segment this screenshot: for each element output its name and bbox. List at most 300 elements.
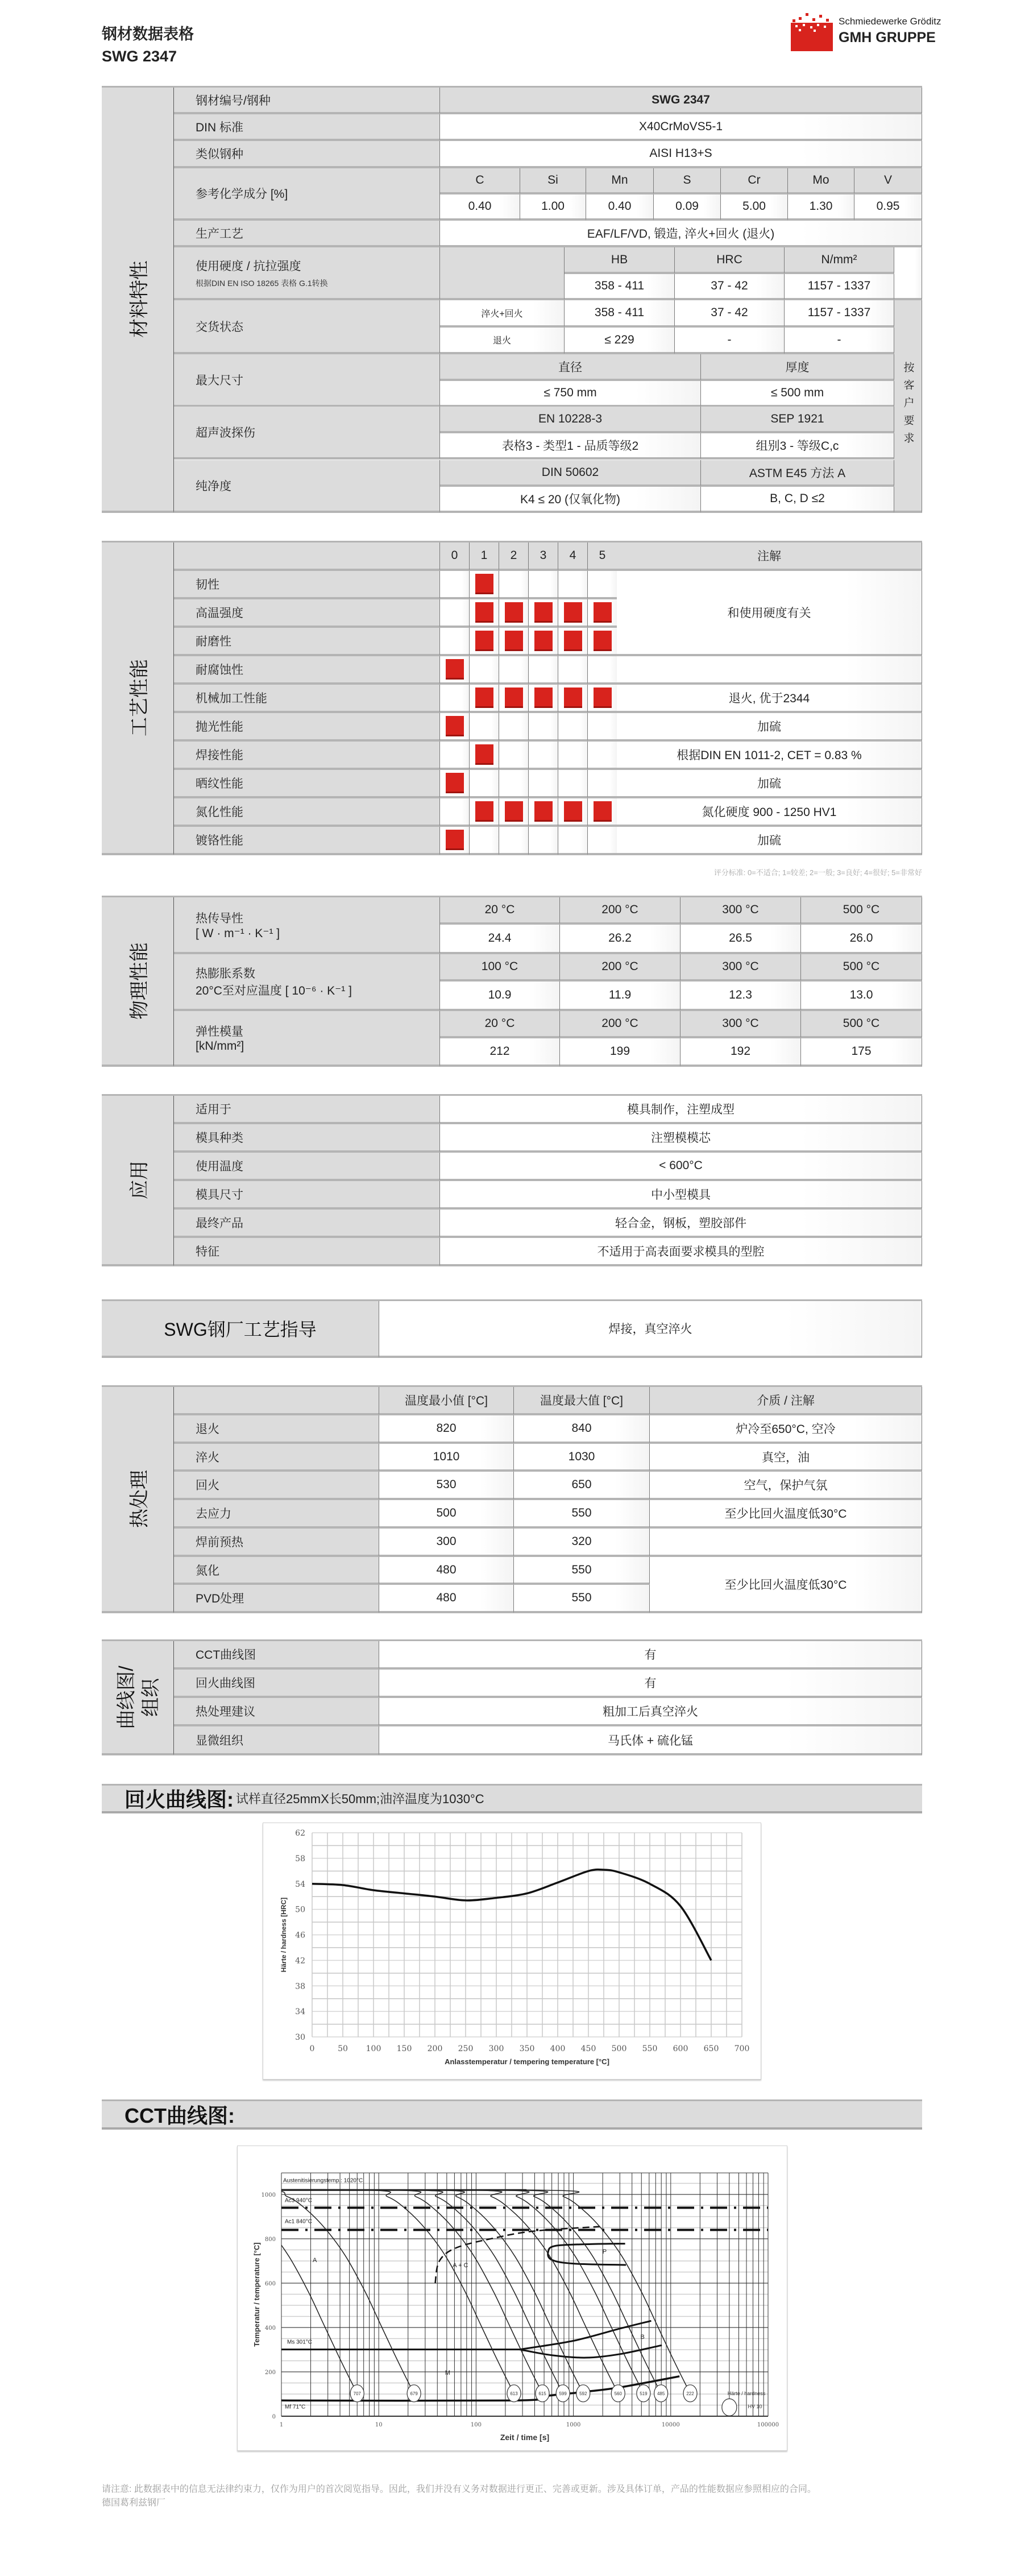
y-tick-label: 0	[272, 2414, 276, 2420]
curves-value	[379, 1698, 922, 1726]
y-axis-label: Härte / hardness [HRC]	[280, 1897, 288, 1973]
application-name-text: 特征	[196, 1245, 219, 1258]
heat-process-name	[174, 1585, 379, 1613]
grade-value	[440, 88, 922, 114]
application-name	[174, 1181, 440, 1210]
rating-cell	[529, 770, 558, 798]
rating-cell	[588, 770, 617, 798]
y-tick-label: 400	[264, 2325, 276, 2331]
property-note-text: 氮化硬度 900 - 1250 HV1	[702, 806, 837, 819]
heat-min	[379, 1500, 514, 1529]
physical-value-text: 26.2	[608, 931, 632, 945]
rating-cell	[558, 827, 588, 855]
x-tick-label: 650	[703, 2044, 719, 2053]
heat-min-text: 480	[436, 1591, 457, 1604]
physical-property-name	[174, 954, 440, 1011]
x-tick-label: 10	[375, 2422, 383, 2428]
section-label-heat	[102, 1387, 174, 1613]
heat-max	[514, 1500, 650, 1529]
rating-header-text: 4	[569, 549, 576, 562]
heat-min	[379, 1444, 514, 1472]
x-tick-label: 200	[427, 2044, 443, 2053]
heat-max-text: 840	[571, 1422, 592, 1435]
rating-cell	[529, 599, 558, 628]
hardness-circle-label: 599	[559, 2391, 567, 2396]
heat-process-name-text: 回火	[196, 1479, 219, 1492]
heat-note	[650, 1415, 922, 1444]
rating-cell	[499, 713, 529, 742]
chem-value	[854, 194, 922, 221]
rating-cell	[470, 571, 499, 599]
chem-value-text: 0.40	[608, 200, 632, 213]
heat-min	[379, 1585, 514, 1613]
physical-value	[560, 981, 681, 1011]
delivery-value-text: 37 - 42	[711, 306, 748, 319]
heat-min	[379, 1529, 514, 1557]
rating-mark	[594, 602, 612, 623]
physical-temp-header	[440, 1011, 560, 1038]
rating-cell	[470, 656, 499, 685]
x-tick-label: 450	[580, 2044, 596, 2053]
application-name	[174, 1124, 440, 1153]
rating-cell	[470, 770, 499, 798]
rating-cell	[558, 713, 588, 742]
heat-header-text: 温度最小值 [°C]	[404, 1394, 488, 1407]
heat-header	[379, 1387, 514, 1415]
heat-max-text: 320	[571, 1535, 592, 1548]
process-label	[174, 221, 440, 247]
heat-max	[514, 1444, 650, 1472]
property-name	[174, 599, 440, 628]
application-value	[440, 1210, 922, 1238]
note-header	[617, 542, 922, 571]
heat-note-text: 炉冷至650°C, 空冷	[736, 1423, 836, 1436]
physical-value-text: 10.9	[488, 988, 512, 1001]
y-tick-label: 54	[295, 1879, 305, 1889]
physical-temp-header-text: 20 °C	[484, 1017, 515, 1030]
property-note	[617, 770, 922, 798]
chem-value-text: 1.30	[809, 200, 833, 213]
physical-value-text: 212	[489, 1045, 510, 1058]
heat-min-text: 820	[436, 1422, 457, 1435]
heat-min	[379, 1557, 514, 1585]
physical-value	[681, 981, 801, 1011]
rating-mark	[534, 631, 553, 651]
heat-process-name-text: 焊前预热	[196, 1536, 243, 1549]
x-tick-label: 300	[488, 2044, 504, 2053]
heat-max	[514, 1529, 650, 1557]
ut-header	[701, 407, 894, 433]
chem-element-header	[788, 168, 854, 194]
delivery-value	[565, 300, 675, 328]
physical-temp-header-text: 100 °C	[481, 960, 518, 973]
y-tick-label: 1000	[261, 2192, 276, 2198]
application-value	[440, 1096, 922, 1124]
curves-name-text: 显微组织	[196, 1734, 243, 1747]
rating-mark	[534, 602, 553, 623]
section-label-physical-text: 物理性能	[128, 942, 151, 1020]
physical-temp-header-text: 500 °C	[843, 960, 880, 973]
rating-cell	[499, 827, 529, 855]
property-note-text: 加硫	[757, 834, 781, 847]
rating-cell	[499, 685, 529, 713]
application-name	[174, 1210, 440, 1238]
delivery-value	[785, 300, 894, 328]
heat-min	[379, 1472, 514, 1500]
x-tick-label: 400	[550, 2044, 566, 2053]
rating-mark	[534, 688, 553, 708]
rating-cell	[499, 770, 529, 798]
din-label	[174, 114, 440, 141]
delivery-state-text: 退火	[492, 336, 511, 346]
curves-value	[379, 1726, 922, 1755]
rating-cell	[440, 685, 470, 713]
rating-cell	[470, 599, 499, 628]
property-name-text: 耐磨性	[196, 635, 231, 648]
heat-note-text: 空气，保护气氛	[744, 1479, 828, 1492]
ut-header-text: SEP 1921	[770, 412, 824, 425]
y-tick-label: 58	[295, 1854, 305, 1863]
chem-value	[788, 194, 854, 221]
rating-mark	[564, 688, 582, 708]
heat-header	[650, 1387, 922, 1415]
physical-property-name-text: 热膨胀系数	[196, 967, 255, 980]
heat-process-name-text: 去应力	[196, 1508, 231, 1521]
rating-cell	[440, 798, 470, 827]
carbide-line	[435, 2227, 599, 2283]
physical-temp-header-text: 500 °C	[843, 903, 880, 916]
rating-cell	[529, 798, 558, 827]
clean-value	[701, 487, 894, 513]
chem-element-header	[721, 168, 788, 194]
hardness-value	[785, 274, 894, 300]
x-tick-label: 100	[366, 2044, 381, 2053]
heat-header-text: 温度最大值 [°C]	[540, 1394, 624, 1407]
x-tick-label: 1000	[566, 2422, 581, 2428]
physical-value	[801, 1038, 922, 1067]
hardness-header	[565, 247, 675, 274]
section-label-processing	[102, 542, 174, 855]
rating-cell	[529, 628, 558, 656]
ac3-label: Ac3 940°C	[285, 2197, 312, 2204]
rating-mark	[505, 688, 523, 708]
x-axis-label: Anlasstemperatur / tempering temperature [°C]	[445, 2057, 609, 2066]
process-value	[440, 221, 922, 247]
chem-value-text: 5.00	[742, 200, 766, 213]
legend-title: Härte / hardness	[727, 2390, 766, 2396]
physical-property-name	[174, 897, 440, 954]
chem-value	[520, 194, 586, 221]
heat-process-name	[174, 1529, 379, 1557]
processing-header-blank	[174, 542, 440, 571]
rating-legend: 评分标准: 0=不适合; 1=较差; 2=一般; 3=良好; 4=很好; 5=非常好	[713, 868, 922, 877]
physical-temp-header-text: 300 °C	[722, 960, 759, 973]
heat-max	[514, 1472, 650, 1500]
property-note	[617, 798, 922, 827]
physical-value-text: 192	[730, 1045, 751, 1058]
application-name	[174, 1096, 440, 1124]
heat-header-text: 介质 / 注解	[757, 1394, 815, 1407]
delivery-value	[675, 328, 785, 354]
rating-header-text: 2	[510, 549, 517, 562]
physical-property-name-text: 热传导性	[196, 912, 243, 925]
document-title: 钢材数据表格	[102, 26, 194, 43]
cct-title-bar-text: CCT曲线图:	[125, 2103, 235, 2127]
physical-temp-header	[560, 1011, 681, 1038]
application-value-text: 注塑模模芯	[651, 1132, 711, 1145]
heat-min-text: 500	[436, 1506, 457, 1519]
application-value-text: 不适用于高表面要求模具的型腔	[597, 1245, 765, 1258]
property-name	[174, 571, 440, 599]
chem-element-header-text: Mn	[611, 173, 628, 187]
rating-cell	[558, 685, 588, 713]
physical-temp-header-text: 200 °C	[601, 1017, 638, 1030]
physical-value-text: 199	[609, 1045, 630, 1058]
tempering-title-bar-text: 回火曲线图:	[125, 1788, 234, 1811]
rating-cell	[558, 798, 588, 827]
phase-label: P	[602, 2248, 607, 2256]
rating-header	[588, 542, 617, 571]
ut-label-text: 超声波探伤	[196, 426, 255, 440]
chem-value	[586, 194, 654, 221]
property-name-text: 机械加工性能	[196, 692, 267, 705]
heat-header-blank	[174, 1387, 379, 1415]
curves-value	[379, 1670, 922, 1698]
ut-header	[440, 407, 701, 433]
note-header-text: 注解	[757, 550, 781, 563]
hardness-circle-label: 485	[657, 2391, 665, 2396]
y-tick-label: 200	[264, 2370, 276, 2376]
rating-cell	[558, 656, 588, 685]
physical-value-text: 26.0	[849, 931, 873, 945]
section-label-heat-text: 热处理	[128, 1470, 151, 1528]
rating-cell	[588, 827, 617, 855]
guide-title	[102, 1301, 379, 1358]
rating-cell	[499, 599, 529, 628]
heat-min	[379, 1415, 514, 1444]
curves-value-text: 马氏体 + 硫化锰	[608, 1734, 693, 1747]
rating-cell	[440, 770, 470, 798]
rating-header-text: 5	[599, 549, 606, 562]
ut-label	[174, 407, 440, 459]
curves-name	[174, 1670, 379, 1698]
cct-title-bar	[102, 2099, 922, 2130]
hardness-value-text: 37 - 42	[711, 279, 748, 292]
physical-temp-header	[560, 897, 681, 925]
clean-header	[440, 460, 701, 487]
hardness-spacer	[894, 247, 922, 300]
tempering-title-bar	[102, 1784, 922, 1813]
chem-element-header	[520, 168, 586, 194]
y-axis-label: Temperatur / temperature [°C]	[252, 2242, 261, 2347]
rating-cell	[499, 798, 529, 827]
rating-cell	[588, 571, 617, 599]
din-value	[440, 114, 922, 141]
ac1-label: Ac1 840°C	[285, 2218, 312, 2225]
chem-label	[174, 168, 440, 221]
application-value-text: 中小型模具	[651, 1188, 711, 1202]
legend-unit: HV 10	[748, 2403, 762, 2409]
x-tick-label: 1	[279, 2422, 284, 2428]
size-value-text: ≤ 500 mm	[770, 386, 824, 399]
rating-mark	[534, 801, 553, 822]
heat-note-text: 至少比回火温度低30°C	[724, 1578, 847, 1592]
physical-value	[681, 1038, 801, 1067]
rating-mark	[446, 830, 464, 850]
rating-cell	[470, 713, 499, 742]
physical-value	[801, 981, 922, 1011]
property-name-text: 氮化性能	[196, 806, 243, 819]
company-logo	[787, 11, 981, 54]
din-label-text: DIN 标准	[196, 121, 243, 134]
heat-note	[650, 1472, 922, 1500]
clean-value-text: B, C, D ≤2	[770, 492, 825, 505]
y-tick-label: 62	[295, 1829, 305, 1838]
heat-min-text: 300	[436, 1535, 457, 1548]
physical-value	[560, 925, 681, 954]
cooling-curve	[238, 2189, 414, 2393]
heat-note	[650, 1529, 922, 1557]
application-value	[440, 1181, 922, 1210]
heat-min-text: 1010	[433, 1449, 460, 1463]
chem-element-header-text: Mo	[812, 173, 829, 187]
phase-label: A + C	[453, 2262, 468, 2269]
section-label-physical	[102, 897, 174, 1067]
hardness-label-text: 使用硬度 / 抗拉强度	[196, 259, 301, 273]
hardness-value-text: 1157 - 1337	[807, 279, 871, 292]
rating-cell	[529, 742, 558, 770]
phase-label: B	[640, 2333, 645, 2341]
rating-cell	[470, 628, 499, 656]
rating-mark	[475, 744, 493, 765]
physical-property-name	[174, 1011, 440, 1067]
rating-cell	[588, 656, 617, 685]
physical-temp-header-text: 200 °C	[601, 903, 638, 916]
logo-line2: GMH GRUPPE	[839, 30, 936, 45]
hardness-header	[785, 247, 894, 274]
ut-value	[440, 433, 701, 459]
guide-value-text: 焊接，真空淬火	[608, 1323, 692, 1336]
legend-circle	[722, 2399, 737, 2416]
rating-header-text: 0	[451, 549, 458, 562]
delivery-value	[675, 300, 785, 328]
grade-value-text: SWG 2347	[652, 93, 710, 106]
delivery-value-text: -	[837, 333, 841, 346]
section-label-material	[102, 88, 174, 513]
physical-temp-header	[801, 1011, 922, 1038]
rating-header	[558, 542, 588, 571]
curves-name	[174, 1698, 379, 1726]
rating-header	[440, 542, 470, 571]
rating-cell	[558, 770, 588, 798]
ut-value-text: 组别3 - 等级C,c	[756, 440, 839, 453]
rating-cell	[499, 571, 529, 599]
x-tick-label: 700	[734, 2044, 750, 2053]
curves-name	[174, 1641, 379, 1670]
rating-mark	[505, 801, 523, 822]
rating-header	[499, 542, 529, 571]
delivery-label	[174, 300, 440, 354]
chem-value-text: 0.95	[876, 200, 900, 213]
delivery-state	[440, 328, 565, 354]
application-name-text: 最终产品	[196, 1217, 243, 1230]
heat-process-name	[174, 1415, 379, 1444]
chem-value	[440, 194, 520, 221]
curves-name	[174, 1726, 379, 1755]
application-name-text: 模具种类	[196, 1132, 243, 1145]
property-note	[617, 713, 922, 742]
delivery-label-text: 交货状态	[196, 320, 243, 334]
hardness-label	[174, 247, 440, 300]
customer-note	[894, 300, 922, 513]
application-value	[440, 1124, 922, 1153]
rating-cell	[529, 571, 558, 599]
heat-note-text: 至少比回火温度低30°C	[724, 1508, 847, 1521]
tempering-chart	[263, 1823, 761, 2080]
rating-header-text: 1	[480, 549, 488, 562]
property-name-text: 韧性	[196, 578, 219, 591]
heat-note	[650, 1500, 922, 1529]
size-header-text: 厚度	[785, 361, 810, 374]
physical-temp-header-text: 200 °C	[601, 960, 638, 973]
rating-cell	[529, 713, 558, 742]
delivery-state-text: 淬火+回火	[481, 309, 523, 319]
property-name-text: 高温强度	[196, 607, 243, 620]
heat-min-text: 480	[436, 1563, 457, 1576]
clean-label	[174, 460, 440, 513]
rating-mark	[594, 688, 612, 708]
disclaimer-line2: 德国葛利兹钢厂	[102, 2498, 166, 2508]
curves-name-text: 热处理建议	[196, 1705, 255, 1718]
rating-cell	[470, 827, 499, 855]
rating-mark	[446, 773, 464, 793]
delivery-state	[440, 300, 565, 328]
rating-mark	[475, 801, 493, 822]
chem-value-text: 0.09	[675, 200, 699, 213]
rating-header	[529, 542, 558, 571]
curves-value-text: 粗加工后真空淬火	[603, 1705, 698, 1718]
clean-header	[701, 460, 894, 487]
property-note-text: 和使用硬度有关	[727, 607, 811, 620]
curves-value-text: 有	[644, 1677, 657, 1690]
ms-label: Ms 301°C	[287, 2339, 313, 2346]
hardness-header-text: HB	[611, 252, 628, 266]
hardness-value	[565, 274, 675, 300]
rating-cell	[440, 571, 470, 599]
physical-value-text: 24.4	[488, 931, 512, 945]
rating-mark	[564, 631, 582, 651]
heat-max-text: 550	[571, 1591, 592, 1604]
delivery-value-text: -	[727, 333, 732, 346]
size-value-text: ≤ 750 mm	[543, 386, 597, 399]
size-label	[174, 354, 440, 407]
similar-label-text: 类似钢种	[196, 148, 243, 161]
application-name	[174, 1238, 440, 1266]
clean-value-text: K4 ≤ 20 (仅氧化物)	[520, 493, 621, 506]
hardness-value-text: 358 - 411	[594, 279, 645, 292]
heat-max-text: 550	[571, 1563, 592, 1576]
y-tick-label: 34	[295, 2007, 305, 2017]
similar-label	[174, 141, 440, 168]
austenitizing-label: Austenitisierungstemp.: 1020°C	[283, 2177, 363, 2184]
process-value-text: EAF/LF/VD, 锻造, 淬火+回火 (退火)	[587, 227, 775, 241]
chem-value	[654, 194, 721, 221]
heat-process-name	[174, 1500, 379, 1529]
physical-temp-header	[801, 954, 922, 981]
delivery-value-text: 1157 - 1337	[807, 306, 871, 319]
phase-label: A	[312, 2256, 317, 2264]
rating-cell	[588, 742, 617, 770]
